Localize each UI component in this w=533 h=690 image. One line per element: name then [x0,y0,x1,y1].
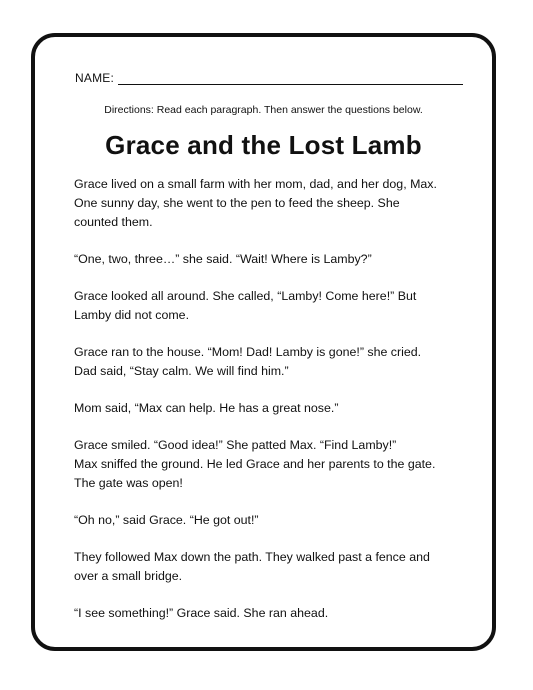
name-label: NAME: [75,71,115,85]
story-paragraph: Grace looked all around. She called, “Lamby! Come here!” But Lamby did not come. [74,289,417,322]
name-writing-line [118,72,463,85]
story-paragraph: “I see something!” Grace said. She ran ahead. [74,606,329,620]
worksheet-frame [31,33,496,651]
name-field-row [75,72,463,85]
story-paragraph: Grace lived on a small farm with her mom, dad, and her dog, Max. One sunny day, she went to the pen to feed the sheep. She counted them. [74,177,437,229]
story-paragraph: They followed Max down the path. They walked past a fence and over a small bridge. [74,550,430,583]
story-paragraph: Grace ran to the house. “Mom! Dad! Lamby is gone!” she cried. Dad said, “Stay calm. We will find him.” [74,345,422,378]
directions-text: Directions: Read each paragraph. Then answer the questions below. [104,104,423,116]
story-title: Grace and the Lost Lamb [105,130,422,160]
story-body [74,175,474,641]
story-paragraph: “One, two, three…” she said. “Wait! Where is Lamby?” [74,252,372,266]
story-paragraph: “Oh no,” said Grace. “He got out!” [74,513,259,527]
story-paragraph: Grace smiled. “Good idea!” She patted Max. “Find Lamby!” Max sniffed the ground. He led Grace and her parents to the gate. The gate was open! [74,438,436,490]
story-paragraph: Mom said, “Max can help. He has a great nose.” [74,401,339,415]
